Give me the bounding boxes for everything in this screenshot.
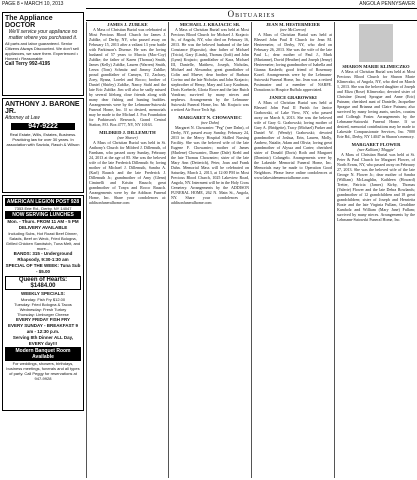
obit-text: A Mass of Christian Burial was celebrated at Most Precious Blood Church for James J. Zublke, of Derby, NY, who passed away on February 15, 2013 after a valiant 13 year battle with Parkinson's Disease. He was the loving husband of 57 years to Marcia (Mac-Coy) Zublke; the father of Karen (Thomas) Smith, James (Kelly) Zublke, Lauren (Warren) Smith, Leeza (Tom) Schmitz and Jimmy Zublke; proud grandfather of Camryn, TJ, Zachary, Zoey, Ryana, Lorelei and Rocco; brother of Daniel (Shirley) Zublke, Nancy Stahl and the late Eric Zublke. Jim will also be sadly missed by several lifelong close friends along with many dear fishing and hunting buddies. Arrangements were by the Lehmann-Sutowski Funeral Home, Inc. If so desired, memorials may be made to the Michael J. Fox Foundation for Parkinson's Research, Grand Central Station, P.O. Box 4777, NY, NY 10163.	[89, 27, 166, 127]
obit-subtitle: (nee McCarron)	[280, 27, 306, 32]
ads-column	[0, 10, 86, 480]
lawyer-ad-phone: 947-9222	[11, 123, 75, 130]
column-rule	[168, 22, 169, 478]
obit-text: A Mass of Christian Burial was held at Blessed John Paul II Parish for Janice Grabowski, of Lake View, NY, who passed away on March 6, 2013. She was the beloved wife of Gary G. Grabowski; loving mother of Gary A. (Bridgette), Tracy (Michael) Parker and Daniel W. (Wendy) Grabowski; devoted grandmother of Joshua, Erin, Lauren, Molly, Andrew, Natalie, Adam and Olivia; loving great grandmother of Alyssa and Carter; cherished sister of Donald (Doris) Roth and Margaret (Dominic) Colangelo. Arrangements were by the Lakeside Memorial Funeral Home, Inc. Memorials may be made to Operation Good Neighbors. Please leave online condolences at www.lakesidememorialhome.com	[254, 100, 332, 180]
legion-ad-banquet: Modern Banquet Room Available	[5, 347, 81, 361]
lawyer-ad-text: Real Estate, Wills, Estates, Business. Practicing law for over 30 years. In association with Saviola, Rasch & Wilson	[6, 132, 80, 147]
obit-text: A Mass of Christian Burial was held in St. Anthony's Church for Mildred J. Dillemuth, of Farnham, who passed away Sunday, February 24, 2013 at the age of 85. She was the beloved wife of the late Frederick Dillemuth Sr; loving mother of Michael J. Dillemuth, Sandra A. (Karl) Rausch and the late Frederick J. Dillemuth Jr.; grandmother of Amy (Glenn) Ciminelli and Kristin Rausch; great grandmother of Tonya and Rocco Rausch. Arrangements were by the Addison Funeral Home, Inc. Share your condolences at: addisonfuneralhome.com	[89, 140, 166, 205]
obit-column-4	[337, 22, 415, 478]
obit-name: JEAN M. HESTERMEIER	[266, 22, 320, 27]
column-rule	[251, 22, 252, 478]
appliance-ad-title: The Appliance DOCTOR	[5, 15, 53, 29]
legion-ad-tuesday: Tuesday: Fried Bologna & Tacos	[14, 302, 72, 307]
obit-subtitle: (nee Shaver)	[117, 135, 138, 140]
obit-column-3	[254, 22, 332, 478]
appliance-ad	[2, 12, 84, 96]
legion-ad-banquet-text: For weddings, showers, birthdays, business meetings, funerals and all types of party. Call Peggy for reservations at 947-9928	[6, 361, 80, 381]
legion-ad-thursday: Thursday: Limburger Cheese	[17, 312, 69, 317]
obit-text: A Mass of Christian Burial was held at Blessed John Paul II Church for Jean M. Hestermeier, of Derby, NY, who died on February 26, 2013. She was the wife of the late Paul L.; dear mother of Paul J., Mark (Marianne), David (Heather) and Joseph (Jenny) Hestermeier; loving grandmother of Isabella and Gianna Kasbeth; good friend of Rosemary Kozel. Arrangements were by the Lehmann-Sutowski Funeral Home, Inc. Jean was a retired Postmaster and a member of NARFE. Donations to Hospice Buffalo appreciated.	[254, 32, 332, 92]
legion-ad	[2, 195, 84, 411]
obit-text: A Mass of Christian Burial was held at St. Peter & Paul Church for Margaret Flower, of North Evans, NY, who passed away on February 27, 2013. She was the beloved wife of the late George N. Flower Jr.; dear mother of Sandra (William) McLaughlin, Kathleen (Howard) Tretter, Patricia (James) Kirby, Thomas (Valerie) Flower and the late Debra Rowlands; grandmother of 12 grandchildren and 18 great grandchildren; sister of Joseph and Henrietta Bozie and the late Virginia Fullam, Geraldine Kamholz and William (Mary Jane) Fullam; survived by many nieces. Arrangements by the Lehmann-Sutowski Funeral Home, Inc.	[337, 152, 415, 222]
obit-name: MILDRED J. DILLEMUTH	[99, 130, 156, 135]
obit-text: A Mass of Christian Burial was held at Most Precious Blood Church for Michael J. Krajacic Sr., of Angola, NY, who died on February 16, 2013. He was the beloved husband of the late Constance (Esposito), dear father of Michael (Tricia), Gary (Linda), Thomas (Jodi) and John (Lynn) Krajacic; grandfather of Kara, Michael III, Danielle, Matthew, Joseph, Nicholas, Michael and Alexandra; great grandfather of Colin and Maeve; dear brother of Barbara Covino and the late Nicholas and John Krajacic; stepbrother of Henry, Mary and Lucy Kaufman, Doris Koeberle, Gloria Rowe and the late Butch Vondran; survived by many nieces and nephews. Arrangements by the Lehmann-Sutowski Funeral Home, Inc. Mr. Krajacic was a retired Air Force Tech Sgt.	[171, 27, 249, 112]
legion-ad-banner: NOW SERVING LUNCHES	[5, 211, 81, 219]
legion-ad-delivery: DELIVERY AVAILABLE	[18, 225, 68, 230]
obit-name: MARGARET FLOWER	[351, 142, 401, 147]
lawyer-ad	[2, 98, 84, 193]
legion-ad-sunday: EVERY SUNDAY - BREAKFAST 9 am - 12:30 p.m.	[7, 323, 79, 334]
obit-name: JAMES J. ZUBLKE	[107, 22, 148, 27]
obit-name: SHARON MARIE KLIMECZKO	[342, 64, 410, 69]
column-rule	[334, 22, 335, 478]
legion-ad-hours: Mon. - Thurs. FROM 11 AM - 5 PM	[7, 219, 79, 224]
legion-ad-weekly: WEEKLY SPECIALS:	[20, 291, 65, 296]
appliance-ad-tagline: We'll service your appliance no matter where you purchased it.	[8, 29, 78, 41]
header-left: PAGE 8 • MARCH 10, 2013	[2, 1, 64, 7]
obit-text: A Mass of Christian Burial was held at Most Precious Blood Church for Sharon Marie Klimeczko, of Angola, NY, who died on March 1, 2013. She was the beloved daughter of Joseph and Eliza (Rose) Klimeczko; devoted sister of Christine (Jason) Sprague and Anne (Eric) Putnam; cherished aunt of Danielle, Jacqueline Sprague and Brianna and Claire Putnam; also survived by many loving aunts, uncles, cousins and Colleagh Foster. Arrangements by the Lehmann-Sutowski Funeral Home. If so desired, memorial contributions may be made to Lakeside Compassionate Services, Inc. 7000 Erie Rd., Derby, NY 14047 in Sharon's memory.	[337, 69, 415, 139]
legion-ad-serving: Serving 8th Dinner ALL Day, EVERY day!!!	[12, 335, 74, 346]
obit-column-1	[89, 22, 166, 478]
legion-ad-wednesday: Wednesday: Fresh Turkey	[19, 307, 67, 312]
legion-ad-friday: EVERY FRIDAY FISH FRY	[15, 317, 71, 322]
legion-ad-address: 7353 Erie Rd., Derby, NY 14047	[14, 206, 72, 211]
legion-ad-menu: Including Subs, Hot Roast Beef Dinner, Salads, Beef on Weck, Fried Bologna, Grilled Chicken Sandwich, Tuna Melt, and more...	[5, 231, 81, 251]
appliance-ad-text: All parts and labor guaranteed. Senior Citizens Always Discounted. We don't sell appliances, we save them. Experienced • Honest • Reasonable	[5, 41, 79, 61]
obit-subtitle: (nee Kalliam) 'Maggie'	[357, 147, 395, 152]
lawyer-ad-name: ANTHONY J. BARONE JR.	[5, 101, 80, 115]
section-title: Obituaries	[86, 8, 417, 21]
obit-text: Margaret N. Chowaniec "Peg" (nee Dahn), of Derby, NY, passed away Sunday, February 24, 2013 in the Mercy Hospital Skilled Nursing Facility. She was the beloved wife of the late Eugene F. Chowaniec; mother of James (Marlene) Chowaniec, Diane (Dale) Krehl and the late Thomas Chowaniec; sister of the late Mary Ann (Deiterich), Peter, Joan and Frank Dahn. Memorial Mass will be celebrated on Saturday, March 2, 2013, at 12:00 PM in Most Precious Blood Church, 1025 Lakeview Road, Angola, NY. Interment will be in the Holy Cross Cemetery. Arrangements by the ADDISON FUNERAL HOME, 262 N. Main St., Angola, NY. Share your condolences at addisonfuneralhome.com	[171, 125, 249, 205]
appliance-ad-phone: Call Terry 992-4195	[5, 61, 51, 67]
legion-ad-special: SPECIAL OF THE WEEK: Tuna Sub - $5.00	[5, 263, 81, 274]
legion-ad-title: AMERICAN LEGION POST 928	[6, 199, 80, 205]
obit-name: MICHAEL J. KRAJACIC SR.	[179, 22, 241, 27]
obit-column-2	[171, 22, 249, 478]
header-right: ANGOLA PENNYSAVER	[359, 1, 415, 7]
column-rule	[86, 22, 87, 478]
legion-ad-queen: Queen of Hearts: $1484.00	[5, 276, 81, 290]
obit-name: JANICE GRABOWSKI	[269, 95, 317, 100]
legion-ad-bands: BANDS: 315 - Underground Rhapsody, 9:30-1:30 am	[13, 251, 73, 262]
obit-photo	[359, 24, 393, 62]
lawyer-ad-subtitle: Attorney at Law	[5, 115, 40, 121]
legion-ad-monday: Monday: Fish Fry $12.00	[20, 297, 66, 302]
obit-subtitle: (nee Dahn)	[200, 120, 220, 125]
obit-name: MARGARET N. CHOWANIEC	[178, 115, 242, 120]
